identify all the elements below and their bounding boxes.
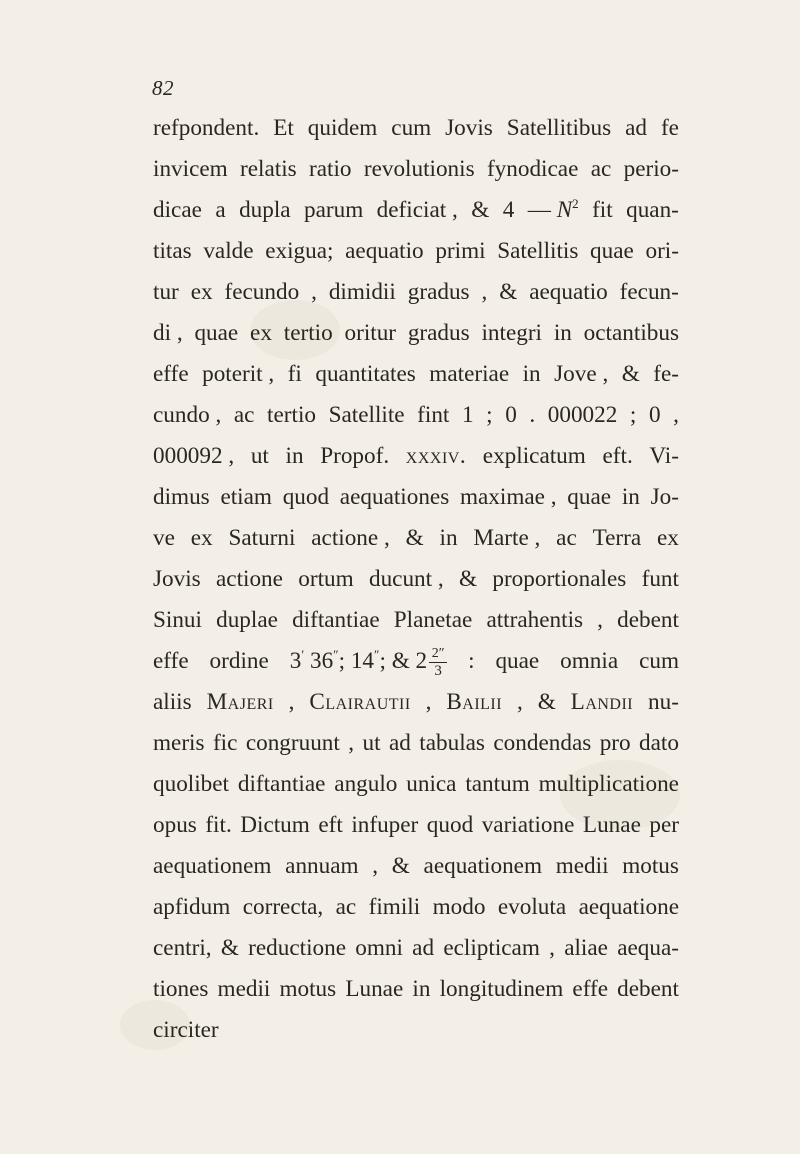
text-line: effe poterit , fi quantitates materiae in Jove , & fe- [153, 361, 679, 387]
text-line: effe ordine 3′ 36″; 14″; & 2 $\frac{2''}{3}$ : quae omnia cum [153, 641, 679, 682]
text-line: cundo , ac tertio Satellite fint 1 ; 0 . 000022 ; 0 , [153, 402, 679, 428]
text-line: tiones medii motus Lunae in longitudinem effe debent [153, 976, 679, 1002]
fraction: $\frac{2''}{3}$ [429, 647, 447, 679]
text-line: dimus etiam quod aequationes maximae , quae in Jo- [153, 484, 679, 510]
math-expression: 3′ 36″; 14″; & 2 $\frac{2''}{3}$ [290, 641, 447, 682]
catchword: circiter [153, 1017, 219, 1043]
text-line: Jovis actione ortum ducunt , & proportionales funt [153, 566, 679, 592]
text-line: aliis Majeri , Clairautii , Bailii , & Landii nu- [153, 689, 679, 715]
text-line: ve ex Saturni actione , & in Marte , ac Terra ex [153, 525, 679, 551]
text-line: aequationem annuam , & aequationem medii motus [153, 853, 679, 879]
text-line: meris fic congruunt , ut ad tabulas condendas pro dato [153, 730, 679, 756]
text-line: di , quae ex tertio oritur gradus integri in octantibus [153, 320, 679, 346]
body-text [153, 108, 679, 1051]
text-line: dicae a dupla parum deficiat , & 4 — $N^2$ fit quan- [153, 190, 679, 231]
text-line: 000092 , ut in Propof. xxxiv. explicatum eft. Vi- [153, 443, 679, 469]
page-number: 82 [152, 76, 174, 100]
text-line: titas valde exigua; aequatio primi Satellitis quae ori- [153, 238, 679, 264]
text-line: quolibet diftantiae angulo unica tantum multiplicatione [153, 771, 679, 797]
text-line: refpondent. Et quidem cum Jovis Satellitibus ad fe [153, 115, 679, 141]
text-line: Sinui duplae diftantiae Planetae attrahentis , debent [153, 607, 679, 633]
text-line: centri, & reductione omni ad eclipticam , aliae aequa- [153, 935, 679, 961]
text-line: apfidum correcta, ac fimili modo evoluta aequatione [153, 894, 679, 920]
text-line: tur ex fecundo , dimidii gradus , & aequatio fecun- [153, 279, 679, 305]
text-line: opus fit. Dictum eft infuper quod variatione Lunae per [153, 812, 679, 838]
math-expression: — $N^2$ [527, 196, 579, 223]
text-line: invicem relatis ratio revolutionis fynodicae ac perio- [153, 156, 679, 182]
